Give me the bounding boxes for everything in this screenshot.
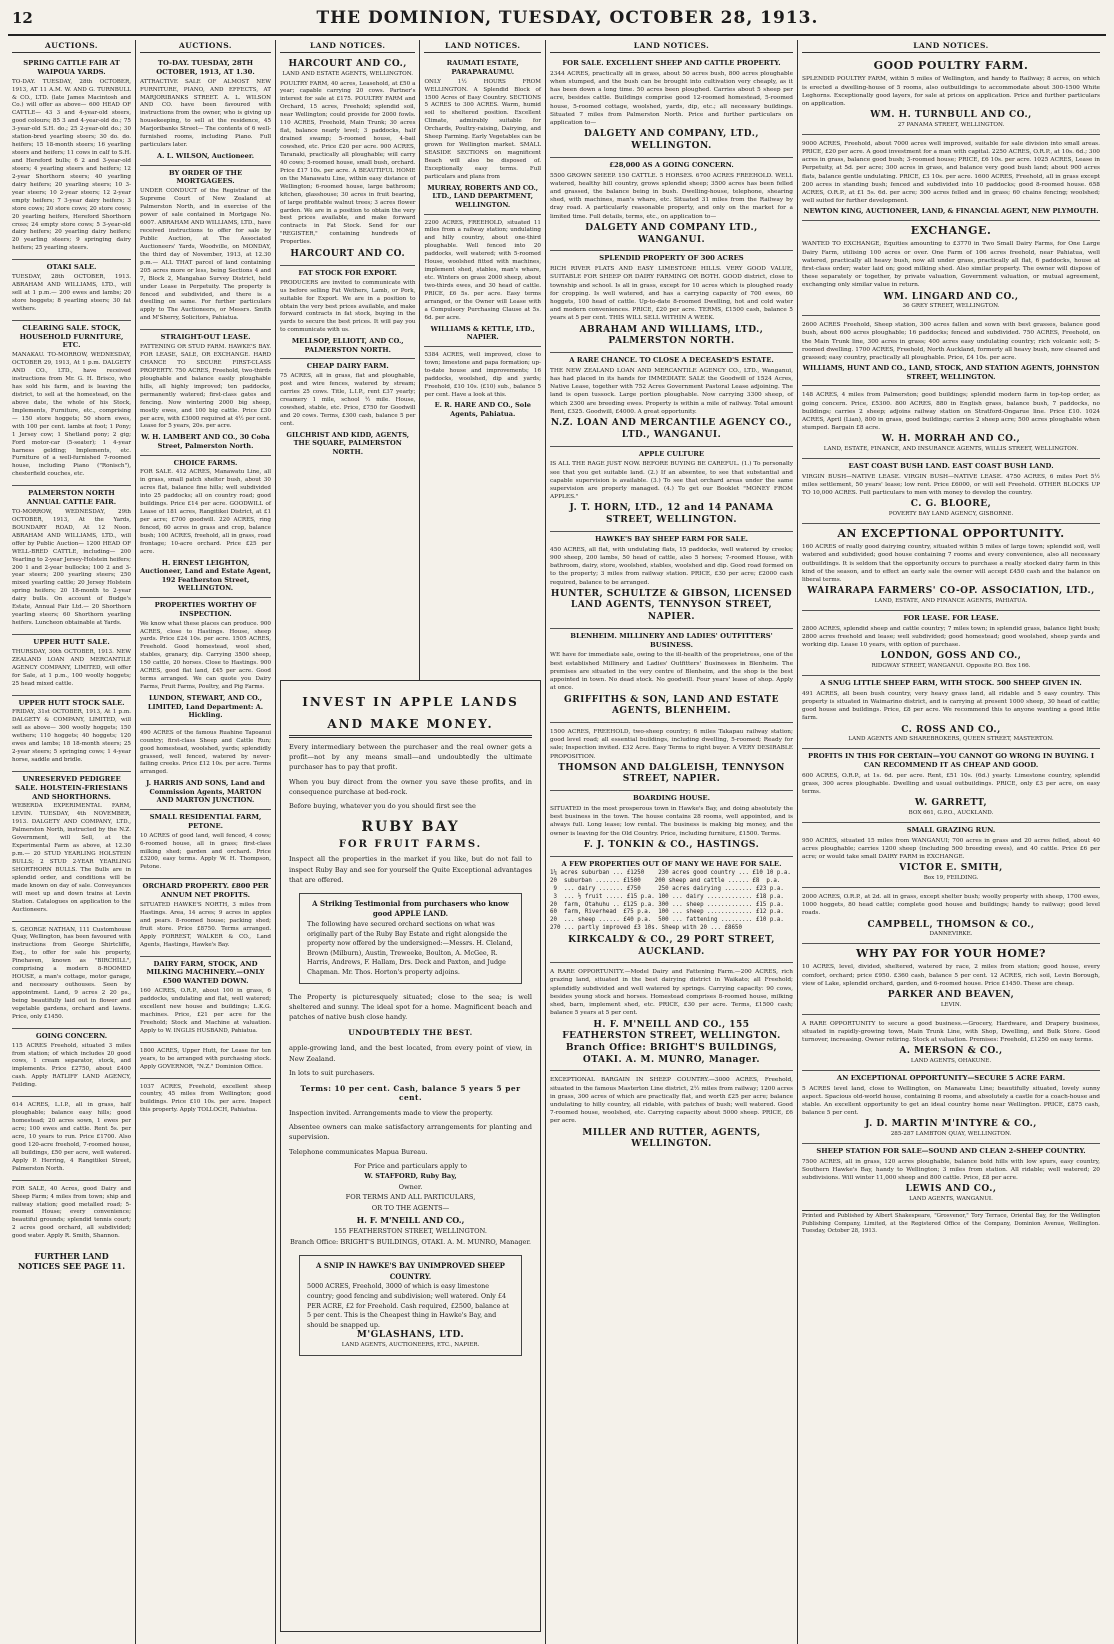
ad-heading: AN EXCEPTIONAL OPPORTUNITY—SECURE 5 ACRE FARM. <box>836 1073 1066 1082</box>
classified-ad <box>550 532 793 629</box>
ad-heading: CLEARING SALE. STOCK, HOUSEHOLD FURNITURE, ETC. <box>19 323 124 350</box>
ad-advertiser: THOMSON AND DALGLEISH, TENNYSON STREET, NAPIER. <box>558 762 785 785</box>
ad-body: 450 ACRES, all flat, with undulating flats, 15 paddocks, well watered by creeks; 900 sheep, 200 lambs, 50 head of cattle, also 5 horses; 7-roomed House, with bathroom, dairy, store, woolshed, stables, woolshed and dip. Good road formed on to the property; 3 miles from railway station. PRICE, £30 per acre; £2000 cash required, balance to be arranged. <box>550 546 793 586</box>
ad-heading: PROFITS IN THIS FOR CERTAIN—YOU CANNOT GO WRONG IN BUYING. I CAN RECOMMEND IT AS CHEAP AND GOOD. <box>807 752 1095 769</box>
classified-ad <box>140 725 271 810</box>
testimonial-box <box>299 893 522 984</box>
ad-body: VIRGIN BUSH—NATIVE LEASE. VIRGIN BUSH—NATIVE LEASE. 4750 ACRES, 6 miles Port 5½ miles settlement, 50 years' lease; low rent. Price £6000, or will sell Freehold. OTHER BLOCKS UP TO 10,000 ACRES. Full particulars to men with money to develop the country. <box>802 473 1100 497</box>
classified-ad <box>140 810 271 879</box>
ad-advertiser: WAIRARAPA FARMERS' CO-OP. ASSOCIATION, LTD., <box>807 586 1095 597</box>
classified-ad <box>140 56 271 166</box>
ad-heading: FOR LEASE. FOR LEASE. <box>903 613 999 622</box>
ad-body: FOR SALE. 412 ACRES, Manawatu Line, all in grass, small patch shelter bush, about 30 acres flat, balance fine hills; well subdivided into 25 paddocks; all on country road; good buildings. Price £14 per acre. GOODWILL of Lease of 181 acres, Rangitikei District, at £1 per acre; £700 goodwill. 220 ACRES, ring fenced, 60 acres in grass and crop, balance bush; 100 ACRES, freehold, all in grass, road frontage; 10-acre orchard. Price £25 per acre. <box>140 469 271 555</box>
classified-ad <box>140 1043 271 1079</box>
classified-ad <box>12 772 131 922</box>
ad-advertiser: GILCHRIST AND KIDD, AGENTS, THE SQUARE, PALMERSTON NORTH. <box>286 430 410 456</box>
ad-advertiser-sub: POVERTY BAY LAND AGENCY, GISBORNE. <box>888 511 1014 518</box>
ad-heading: TO-DAY. TUESDAY, 28TH OCTOBER, 1913, AT 1.30. <box>156 59 255 76</box>
classified-ad <box>12 321 131 486</box>
ad-heading: A SNUG LITTLE SHEEP FARM, WITH STOCK. 500 SHEEP GIVEN IN. <box>820 678 1082 687</box>
contact-block <box>289 1161 532 1248</box>
paragraph: Before buying, whatever you do you should first see the <box>289 802 476 811</box>
column-land-1 <box>276 40 420 680</box>
ad-heading: SPRING CATTLE FAIR AT WAIPOUA YARDS. <box>23 59 120 76</box>
ad-advertiser-sub: DANNEVIRKE. <box>929 931 973 938</box>
ad-heading: GOING CONCERN. <box>35 1031 108 1040</box>
snip-text: 5000 ACRES, Freehold, 3000 of which is easy limestone country; good fencing and subdivision; well watered. Only £4 PER ACRE, £2 for Freehold. Cash required, £2500, balance at 5 per cent. This is the Cheapest thing in Hawke's Bay, and should be snapped up. <box>307 1282 509 1329</box>
fruit-farms-heading: FOR FRUIT FARMS. <box>338 839 483 851</box>
classified-ad <box>550 857 793 964</box>
ad-heading: WHY PAY FOR YOUR HOME? <box>856 947 1046 961</box>
classified-ad <box>280 56 415 266</box>
ad-body: 2200 ACRES, FREEHOLD, situated 11 miles from a railway station; undulating and hilly country, about one-third ploughable. Well fenced into 20 paddocks, well watered; with 5-roomed House, woolshed fitted with machines, implement shed, stables, man's whare, etc. Winters on grass 2000 sheep, about two-thirds ewes, and 30 head of cattle. PRICE, £6 5s. per acre. Easy terms arranged, or the Owner will Lease with a Compulsory Purchasing Clause at 5s. 6d. per acre. <box>424 219 541 321</box>
classified-ad <box>802 944 1100 1014</box>
classified-ad <box>12 1181 131 1248</box>
classified-ad <box>424 347 541 423</box>
ad-heading: PROPERTIES WORTHY OF INSPECTION. <box>154 600 257 618</box>
ad-heading: DAIRY FARM, STOCK, AND MILKING MACHINERY.—ONLY £500 WANTED DOWN. <box>146 959 265 986</box>
ad-body: SITUATED HAWKE'S NORTH, 3 miles from Hastings. Area, 14 acres; 9 acres in apples and pears. 8-roomed house; packing shed; fruit store. Price £8750. Terms arranged. Apply FORREST, WALKER & CO., Land Agents, Hastings, Hawke's Bay. <box>140 902 271 948</box>
ad-list <box>550 56 793 1155</box>
ad-heading: BY ORDER OF THE MORTGAGEES. <box>168 168 243 186</box>
ad-body: POULTRY FARM, 40 acres, Leasehold, at £50 a year; capable carrying 20 cows. Partner's interest for sale at £175. POULTRY FARM and Orchard, 15 acres, Freehold; splendid soil, near Wellington; could provide for 2000 fowls. 110 ACRES, Freehold, Main Trunk; 30 acres flat, balance nearly level; 3 paddocks, half drained swamp; 5-roomed house, 4-bail cowshed, etc. Price £20 per acre. 900 ACRES, Taranaki, practically all ploughable; will carry 40 cows; 5-roomed house, small bush, orchard. Price £17 10s. per acre. A BEAUTIFUL HOME on the Manawatu Line, within easy distance of Wellington; 6-roomed house, large bathroom; kitchen, glasshouse; 30 acres in fruit bearing, of large profitable walnut trees; 3 acres flower garden. We are in a position to obtain the very best prices available, and make forward contracts in Fat Stock. Send for our "REGISTER," containing hundreds of Properties. <box>280 80 416 246</box>
ad-advertiser: WILLIAMS, HUNT AND CO., LAND, STOCK, AND STATION AGENTS, JOHNSTON STREET, WELLINGTON. <box>802 364 1100 381</box>
classified-ad <box>550 1071 793 1155</box>
ad-body: 5 ACRES level land, close to Wellington, on Manawatu Line; beautifully situated, lovely sunny aspect. Spacious old-world house, containing 8 rooms, and absolutely a castle for a coach-house and stable. An excellent opportunity to get an ideal country home near Wellington. PRICE, £875 cash, balance 5 per cent. <box>802 1085 1100 1117</box>
ad-heading: A RARE CHANCE. TO CLOSE A DECEASED'S ESTATE. <box>569 355 774 364</box>
column-land-2 <box>420 40 545 680</box>
snip-agent: M'GLASHANS, LTD. <box>356 1330 465 1341</box>
ad-heading: OTAKI SALE. <box>46 263 97 272</box>
see-page-note: FURTHER LAND NOTICES SEE PAGE 11. <box>17 1251 126 1272</box>
ad-advertiser: KIRKCALDY & CO., 29 PORT STREET, AUCKLAND. <box>568 934 775 957</box>
ad-list <box>280 56 415 460</box>
ad-list <box>140 56 271 1121</box>
ad-body: ATTRACTIVE SALE OF ALMOST NEW FURNITURE, PIANO, AND EFFECTS, AT MARJORIBANKS STREET. A. L. WILSON AND CO. have been favoured with instructions from the owner, who is giving up housekeeping, to sell at the residence, 45 Marjoribanks Street— The contents of 6 well-furnished rooms, including Piano. Full particulars later. <box>140 78 271 149</box>
ad-advertiser: HUNTER, SCHULTZE & GIBSON, LICENSED LAND AGENTS, TENNYSON STREET, NAPIER. <box>550 588 793 623</box>
ad-body: 1037 ACRES, Freehold, excellent sheep country, 45 miles from Wellington; good buildings. Price £10 10s. per acre. Inspect this property. Apply TOLLOCH, Pahiatua. <box>140 1083 271 1114</box>
classified-ad <box>140 957 271 1043</box>
column-heading: AUCTIONS. <box>140 40 271 53</box>
column-heading: LAND NOTICES. <box>802 40 1100 53</box>
contact-line: FOR TERMS AND ALL PARTICULARS, <box>345 1193 476 1202</box>
ad-advertiser: C. G. BLOORE, <box>910 499 992 510</box>
ad-advertiser-sub: RIDGWAY STREET, WANGANUI. Opposite P.O. Box 166. <box>871 663 1031 670</box>
classified-ad <box>802 676 1100 749</box>
ad-body: 1800 ACRES, Upper Hutt, for Lease for ten years, to be arranged with purchasing stock. Apply GOVERNOR, "N.Z." Dominion Office. <box>140 1047 271 1070</box>
classified-ad <box>802 888 1100 944</box>
ad-advertiser: WILLIAMS & KETTLE, LTD., NAPIER. <box>430 324 535 342</box>
ad-body: FOR SALE, 40 Acres, good Dairy and Sheep Farm; 4 miles from town; ship and railway station; good metalled road; 5-roomed House; every convenience; beautiful grounds; splendid tennis court; 2 acres good orchard, all subdivided; good water. Apply R. Smith, Shannon. <box>12 1185 131 1240</box>
column-heading: LAND NOTICES. <box>424 40 541 53</box>
ad-body: TO-DAY. TUESDAY, 28th OCTOBER, 1913, AT 11 A.M. W. AND G. TURNBULL & CO., LTD. (late James Macintosh and Co.) will offer as above— 600 HEAD OF CATTLE— 43 3 and 4-year-old steers, good colours; 85 3 and 4-year-old do.; 75 3-year-old S.H. do.; 25 2-year-old do.; 30 station-bred yearling steers; 30 do. do. heifers; 15 18-month steers; 16 yearling steers and heifers; 11 cows in calf to S.H. and Hereford bulls; 6 2 and 3-year-old steers; 4 yearling steers and heifers; 12 2-year Shorthorn steers; 40 yearling dairy heifers; 20 yearling steers; 10 3-year steers; 10 2-year steers; 12 2-year empty heifers; 7 3-year dairy heifers; 3 store cows; 20 store cows; 20 store cows; 20 yearling heifers, Hereford Shorthorn cross; 24 empty store cows; 5 3-year-old dairy heifers; 20 yearling dairy heifers; 20 yearling steers; 9 springing dairy heifers; 25 yearling steers. <box>12 78 131 252</box>
classified-ad <box>140 1079 271 1122</box>
classified-ad <box>140 166 271 331</box>
ad-body: TO-MORROW, WEDNESDAY, 29th OCTOBER, 1913, At the Yards, BOUNDARY ROAD, At 12 Noon. ABRAHAM AND WILLIAMS, LTD., will offer by Public Auction— 1200 HEAD OF WELL-BRED CATTLE, including— 200 Yearling to 2-year Jersey-Holstein heifers; 200 1 and 2-year bullocks; 100 2 and 3-year steers; 200 yearling steers; 250 mixed yearling cattle; 20 Jersey Holstein spring heifers; 20 18-month to 2-year dairy bulls. On account of Budge's Estate, Annual Fair Ltd.— 20 Shorthorn yearling steers; 60 Shorthorn yearling heifers. Luncheon obtainable at Yards. <box>12 508 131 627</box>
ad-body: 1500 ACRES, FREEHOLD, two-sheep country; 6 miles Takapau railway station; good level road; all essential buildings, including dwelling, 5-roomed; Ready for sale; Inspection invited. £32 Acre. Easy Terms to right buyer. A VERY DESIRABLE PROPOSITION. <box>550 728 793 760</box>
ad-body: EXCEPTIONAL BARGAIN IN SHEEP COUNTRY.—3000 ACRES, Freehold, situated in the famous Masterton Line district, 2½ miles from railway; 1200 acres in grass, 300 acres of which are practically flat, and worth £25 per acre; balance undulating to hilly country, all ridable, with patches of bush; well watered. Good 7-roomed house, woolshed, etc. Carrying capacity about 5000 sheep. PRICE, £6 per acre. <box>550 1077 793 1125</box>
ad-advertiser: GRIFFITHS & SON, LAND AND ESTATE AGENTS, BLENHEIM. <box>564 694 779 717</box>
ad-advertiser-sub: 285-287 LAMBTON QUAY, WELLINGTON. <box>890 1131 1012 1138</box>
classified-ad <box>140 330 271 455</box>
ad-body: 5500 GROWN SHEEP. 150 CATTLE. 5 HORSES. 6700 ACRES FREEHOLD. WELL watered, healthy hill country, grows splendid sheep; 3500 acres has been felled and grassed, the balance being in bush. Dwelling-house, telephone, shearing shed, with machines, man's whare, etc. Situated 31 miles from the Railway by dray road. A particularly reasonable property, and only on the market for a limited time. Full details, terms, etc., on application to— <box>550 172 793 220</box>
terms-line: Terms: 10 per cent. Cash, balance 5 years 5 per cent. <box>300 1083 521 1102</box>
classified-ad <box>12 922 131 1029</box>
contact-line: For Price and particulars apply to <box>354 1161 467 1170</box>
classified-ad <box>550 723 793 791</box>
testimonial-text: The following have secured orchard sections on what was originally part of the Ruby Bay Estate and right alongside the property now offered by the undersigned:—Messrs. H. Cleland, Brown (Milburn), Austin, Treweeke, Boulton, A. McGee, R. Harris, Andrews, F. Hallam, Drs. Deck and Paxton, and Judge Chapman. Mr. Thos. Horton's property adjoins. <box>307 919 513 977</box>
ad-advertiser: N.Z. LOAN AND MERCANTILE AGENCY CO., LTD., WANGANUI. <box>550 418 793 440</box>
column-land-3 <box>546 40 798 1644</box>
column-pair-3-4 <box>276 40 546 1644</box>
classified-ad <box>802 1144 1100 1208</box>
ad-body: IS ALL THE RAGE JUST NOW. BEFORE BUYING BE CAREFUL. (1.) To personally see that you get suitable land. (2.) If an absentee, to see that substantial and capable supervision is available. (3.) To see that orchard areas under the same supervision are properly managed. (4.) To get our Booklet "MONEY FROM APPLES." <box>550 461 793 501</box>
classified-ad <box>802 823 1100 888</box>
ad-advertiser: LONDON, GOSS AND CO., <box>880 651 1022 662</box>
classified-ad <box>12 486 131 635</box>
ad-body: 10 ACRES, level, divided, sheltered, watered by race, 2 miles from station; good house, every comfort, orchard; price £950. £360 cash, balance 5 per cent. 12 ACRES, rich soil, Levin Borough, view of Lake, splendid orchard, garden, and 6-roomed house. Price £1450. These are cheap. <box>802 964 1100 987</box>
ad-body: 148 ACRES, 4 miles from Palmerston; good buildings; splendid modern farm in top-top order, as going concern. Price, £5300. 800 ACRES, 880 in English grass, balance bush, 7 paddocks, no buildings; carries 2 sheep; adjoins railway station on Stratford-Ongarue line. Price £10. 1024 ACRES, April (Lian), 800 in grass, good buildings; carries 2 sheep acre; 500 acres ploughable when stumped. Bargain £8 acre. <box>802 392 1100 432</box>
ad-advertiser: W. GARRETT, <box>914 798 988 809</box>
ad-body: MANAKAU. TO-MORROW, WEDNESDAY, OCTOBER 29, 1913, At 1 p.m. DALGETY AND CO., LTD., have received instructions from Mr. G. H. Brisco, who has sold his farm, and is leaving the district, to sell at the homestead, on the above date, the whole of his Stock, Implements, Furniture, etc., comprising— 150 store hoggets; 50 shorn ewes, with 100 per cent. lambs at foot; 1 Pony; 1 Jersey cow; 1 Shetland pony; 2 gig; Ford motor-car (5-seater); 1 4-year harness gelding; Implements, etc. Furniture of a well-furnished 7-roomed house, including Piano ("Ronisch"), chesterfield couches, etc. <box>12 352 131 478</box>
column-heading: LAND NOTICES. <box>280 40 415 53</box>
columns <box>8 40 1106 1644</box>
ad-advertiser: A. L. WILSON, Auctioneer. <box>157 152 254 161</box>
classified-ad <box>12 260 131 321</box>
ad-advertiser: W. H. LAMBERT AND CO., 30 Coba Street, Palmerston North. <box>141 433 270 450</box>
ad-advertiser: C. ROSS AND CO., <box>901 724 1001 735</box>
ad-body: 2600 ACRES Freehold, Sheep station, 300 acres fallen and sown with best grasses, balance good bush, about 600 acres ploughable; 16 paddocks; fenced and subdivided. 750 ACRES, Freehold, on the Main Trunk line, 300 acres in grass; 400 acres easy undulating country; rich volcanic soil; 5-roomed dwelling. 1700 ACRES, Freehold, North Auckland, formerly all heavy bush, now cleared and grassed; easy country, practically all ploughable. Price, £4 10s. per acre. <box>802 322 1100 361</box>
ad-body: TUESDAY, 28th OCTOBER, 1913. ABRAHAM AND WILLIAMS, LTD., will sell at 1 p.m.— 200 ewes and lambs; 20 store hoggets; 8 yearling steers; 30 fat wethers. <box>12 274 131 312</box>
ad-body: FATTENING OR STUD FARM. HAWKE'S BAY. FOR LEASE, SALE, OR EXCHANGE. HARD CHANCE TO SECURE FIRST-CLASS PROPERTY. 750 ACRES, Freehold, two-thirds ploughable and balance easily ploughable hills, all highly improved; ten paddocks, permanently watered; first-class gates and fencing. Now wintering 2000 big sheep, mostly ewes, and 100 big cattle. Price £30 per acre, with £3000 required at 4½ per cent. Lease for 5 years, 20s. per acre. <box>140 344 271 430</box>
ad-heading: PALMERSTON NORTH ANNUAL CATTLE FAIR. <box>26 489 117 507</box>
ad-body: SPLENDID POULTRY FARM, within 5 miles of Wellington, and handy to Railway; 8 acres, on which is erected a dwelling-house of 5 rooms, also outbuildings to accommodate about 300-1500 White Leghorns. Exceptionally good layers, for sale at prices on application. Price and further particulars on application. <box>802 76 1100 107</box>
classified-ad <box>12 56 131 260</box>
ad-heading: BOARDING HOUSE. <box>633 794 710 803</box>
ad-heading: UPPER HUTT STOCK SALE. <box>18 698 125 707</box>
ad-heading: A FEW PROPERTIES OUT OF MANY WE HAVE FOR SALE. <box>561 859 782 868</box>
classified-ad <box>140 456 271 598</box>
ad-advertiser: J. T. HORN, LTD., 12 and 14 PANAMA STREET, WELLINGTON. <box>569 503 774 526</box>
contact-line: Owner. <box>398 1182 423 1191</box>
paragraph: When you buy direct from the owner you save these profits, and in consequence purchase at bed-rock. <box>289 777 532 796</box>
ad-heading: UNRESERVED PEDIGREE SALE. HOLSTEIN-FRIESIANS AND SHORTHORNS. <box>15 774 128 801</box>
ad-heading: SHEEP STATION FOR SALE—SOUND AND CLEAN 2-SHEEP COUNTRY. <box>816 1146 1086 1155</box>
ad-list <box>802 56 1100 1208</box>
ad-advertiser: W. H. MORRAH AND CO., <box>881 434 1021 445</box>
classified-ad <box>12 635 131 696</box>
ad-body: SITUATED in the most prosperous town in Hawke's Bay, and doing absolutely the best business in the town. The house contains 28 rooms, well appointed, and is always full. Long lease; low rental. The business is making big money, and the owner is leaving for the Old Country. Price, including furniture, £1500. Terms. <box>550 805 793 837</box>
ad-body: THURSDAY, 30th OCTOBER, 1913. NEW ZEALAND LOAN AND MERCANTILE AGENCY COMPANY, LIMITED, will offer for Sale, at 1 p.m., 100 woolly hoggets; 25 head mixed cattle. <box>12 648 131 687</box>
ad-body: S. GEORGE NATHAN, 111 Customhouse Quay, Wellington, has been favoured with instructions from George Shirtcliffe, Esq., to offer for sale his property, Pinehaven, known as "BIRCHILL", comprising a modern 8-ROOMED HOUSE, a man's cottage, motor garage, and necessary outhouses. Seen by appointment. Land, 9 acres 2 20 ps., being beautifully laid out in flower and vegetable gardens, orchard and lawns. Price, only £1450. <box>12 926 131 1020</box>
classified-ad <box>280 359 415 460</box>
ad-body: 160 ACRES, O.R.P., about 100 in grass, 6 paddocks, undulating and flat, well watered; excellent new house and buildings; L.K.G. machines. Price, £21 per acre for the Freehold; Stock and Machine at valuation. Apply to W. INGLIS HUSBAND, Pahiatua. <box>140 988 271 1034</box>
classified-ad <box>550 353 793 447</box>
column-heading: LAND NOTICES. <box>550 40 793 53</box>
ad-heading: £28,000 AS A GOING CONCERN. <box>609 160 734 169</box>
classified-ad <box>12 1097 131 1180</box>
ad-advertiser: F. J. TONKIN & CO., HASTINGS. <box>583 839 760 850</box>
classified-ad <box>802 316 1100 386</box>
ad-heading: RAUMATI ESTATE, PARAPARAUMU. <box>446 59 519 76</box>
ad-advertiser-top: HARCOURT AND CO., <box>288 59 407 69</box>
ad-body: We know what these places can produce. 900 ACRES, close to Hastings. House, sheep yards. Price £24 10s. per acre. 1505 ACRES, Freehold. Good homestead, wool shed, stables, granary, dip. Carrying 3500 sheep, 150 cattle, 20 horses. Close to Hastings. 900 ACRES, good flat land, £45 per acre. Good terms arranged. We can quote you Dairy Farms, Fruit Farms, Poultry, and Pig Farms. <box>140 620 271 691</box>
ad-body: WANTED TO EXCHANGE, Equities amounting to £3770 in Two Small Dairy Farms, for One Large Dairy Farm, utilising 100 acres or over. One Farm of 106 acres freehold, near Pahiatua, well watered, practically all heavy bush, now all under grass, practically all flat, 6 paddocks, house at first-class order; water laid on; good milking shed. Also similar property. The owner will dispose of these separately or together, by private valuation, Government valuation, or mutual agreement, exchanging only similar value in return. <box>802 241 1100 289</box>
contact-owner: W. STAFFORD, Ruby Bay, <box>364 1172 457 1181</box>
page-number: 12 <box>12 9 33 27</box>
ad-body: 10 ACRES of good land, well fenced, 4 cows; 6-roomed house, all in grass; first-class milking shed; garden and orchard. Price £3200, easy terms. Apply W. H. Thompson, Petone. <box>140 832 271 871</box>
ad-heading: CHOICE FARMS. <box>173 458 238 467</box>
ad-advertiser: DALGETY AND COMPANY, LTD., WELLINGTON. <box>584 129 759 152</box>
contact-agent: H. F. M'NEILL AND CO., <box>356 1214 465 1225</box>
ad-advertiser: DALGETY AND COMPANY LTD., WANGANUI. <box>585 222 758 245</box>
ad-advertiser-sub: LEVIN. <box>940 1001 962 1008</box>
ad-body: UNDER CONDUCT of the Registrar of the Supreme Court of New Zealand at Palmerston North, and in exercise of the power of sale contained in Mortgage No. 6007. ABRAHAM AND WILLIAMS, LTD., have received instructions to offer for sale by Public Auction, at The Associated Auctioneers' Yards, Woodville, on MONDAY, the third day of November, 1913, at 12.30 p.m.— ALL THAT parcel of land containing 205 acres more or less, being Sections 4 and 7, Block 2, Mangahao Survey District, held under Lease in Perpetuity. The property is fenced and subdivided, and there is a dwelling on same. For further particulars apply to The Auctioneers, or Messrs. Smith and M'Sherry, Solicitors, Pahiatua. <box>140 188 271 322</box>
ad-heading: APPLE CULTURE <box>638 449 705 458</box>
ad-heading: FOR SALE. EXCELLENT SHEEP AND CATTLE PROPERTY. <box>562 59 781 67</box>
ad-heading: GOOD POULTRY FARM. <box>873 59 1029 72</box>
ad-advertiser-sub: LAND, ESTATE, AND FINANCE AGENTS, PAHIATUA. <box>874 598 1028 605</box>
classified-ad <box>802 1015 1100 1071</box>
classified-ad <box>550 791 793 856</box>
ad-advertiser-sub: BOX 661, G.P.O., AUCKLAND. <box>908 810 994 817</box>
ad-heading: FAT STOCK FOR EXPORT. <box>298 268 398 277</box>
ad-advertiser-sub: 36 GREY STREET, WELLINGTON. <box>902 303 1000 310</box>
ad-advertiser: WM. LINGARD AND CO., <box>883 291 1019 302</box>
ad-body: ONLY 1½ HOURS FROM WELLINGTON. A Splendid Block of 1500 Acres of Easy Country. SECTIONS 5 ACRES to 300 ACRES. Warm, humid soil to sheltered position. Excellent Climate, admirably suitable for Orchards, Poultry-raising, Dairying, and Sheep Farming. Early Vegetables can be grown for Wellington market. SMALL SEASIDE SECTIONS on magnificent Beach will also be disposed of. Exceptionally easy terms. Full particulars and plans from <box>424 78 541 180</box>
snip-ad-box <box>299 1255 522 1356</box>
column-auctions-2 <box>136 40 276 1644</box>
ad-body: 950 ACRES, situated 15 miles from WANGANUI; 700 acres in grass and 20 acres felled, about 40 acres ploughable; carries 1200 sheep (including 500 breeding ewes), and 40 cattle. Price £6 per acre; or would take small DAIRY FARM in EXCHANGE. <box>802 837 1100 861</box>
ad-heading: EXCHANGE. <box>910 224 992 237</box>
ad-body: 600 ACRES, O.R.P., at 1s. 6d. per acre. Rent, £51 10s. (6d.) yearly. Limestone country, splendid grass, 300 acres ploughable. Dwelling and usual outbuildings. PRICE, only £3 per acre, on easy terms. <box>802 772 1100 796</box>
ad-advertiser: WM. H. TURNBULL AND CO., <box>870 110 1032 121</box>
ad-advertiser: MILLER AND RUTTER, AGENTS, WELLINGTON. <box>582 1127 761 1150</box>
ad-advertiser: HARCOURT AND CO. <box>290 249 406 260</box>
ad-body: 490 ACRES of the famous Ruahine Tapoanui country; first-class Sheep and Cattle Run; good homestead, woolshed, yards; splendidly grassed, well fenced, watered by never-failing creeks. Price £12 10s. per acre. Terms arranged. <box>140 729 271 776</box>
contact-line: Branch Office: BRIGHT'S BUILDINGS, OTAKI. A. M. MUNRO, Manager. <box>290 1237 531 1246</box>
paragraph: Telephone communicates Mapua Bureau. <box>289 1147 428 1156</box>
newspaper-title: THE DOMINION, TUESDAY, OCTOBER 28, 1913. <box>316 8 819 28</box>
paragraph: Every intermediary between the purchaser and the real owner gets a profit—not by any means small—and undoubtedly the ultimate purchaser has to pay that profit. <box>289 743 532 772</box>
classified-ad <box>802 386 1100 459</box>
ad-advertiser: NEWTON KING, AUCTIONEER, LAND, & FINANCIAL AGENT, NEW PLYMOUTH. <box>803 207 1099 216</box>
ad-advertiser: LUNDON, STEWART, AND CO., LIMITED, Land Department: A. Hickling. <box>147 694 264 720</box>
ad-list <box>12 56 131 1247</box>
ad-heading: SPLENDID PROPERTY OF 300 ACRES <box>599 254 744 263</box>
classified-ad <box>550 251 793 353</box>
paragraph: The Property is picturesquely situated; close to the sea; is well sheltered and sunny. The ideal spot for a home. Magnificent beach and patches of native bush close handy. <box>289 992 532 1022</box>
snip-agent-sub: LAND AGENTS, AUCTIONEERS, ETC., NAPIER. <box>341 1342 480 1349</box>
ad-advertiser: LEWIS AND CO., <box>905 1184 997 1195</box>
ad-advertiser: H. ERNEST LEIGHTON, Auctioneer, Land and Estate Agent, 192 Featherston Street, WELLINGTON. <box>140 558 271 593</box>
classified-ad <box>802 459 1100 524</box>
ad-advertiser: PARKER AND BEAVEN, <box>887 990 1015 1001</box>
ad-body: THE NEW ZEALAND LOAN AND MERCANTILE AGENCY CO., LTD., Wanganui, has had placed in its hands for IMMEDIATE SALE the Goodwill of 1524 Acres, Native Lease, together with 752 Acres Government Pastoral Lease adjoining. The land is open tussock. Large portion ploughable. Now carrying 3300 sheep, of which 2300 are breeding ewes. Property is within a mile of railway. Total amount Rent, £325. Goodwill, £4000. A great opportunity. <box>550 367 793 415</box>
top-columns <box>276 40 545 680</box>
classified-ad <box>550 158 793 252</box>
ad-advertiser: J. HARRIS AND SONS, Land and Commission Agents, MARTON AND MARTON JUNCTION. <box>146 779 265 805</box>
column-land-4 <box>798 40 1104 1644</box>
ad-body: 115 ACRES Freehold, situated 3 miles from station; of which includes 20 good cows, 1 cream separator, stock, and implements. Price £2750, about £400 cash. Apply RATLIFF LAND AGENCY, Feilding. <box>12 1042 131 1089</box>
classified-ad <box>802 749 1100 823</box>
classified-ad <box>802 1071 1100 1144</box>
contact-line: 155 FEATHERSTON STREET, WELLINGTON. <box>334 1227 487 1236</box>
classified-ad <box>550 629 793 723</box>
ad-advertiser-sub: Box 19, FEILDING. <box>923 875 979 882</box>
classified-ad <box>424 56 541 215</box>
paragraph: Inspection invited. Arrangements made to view the property. <box>289 1108 493 1117</box>
ad-heading: AN EXCEPTIONAL OPPORTUNITY. <box>837 526 1065 540</box>
ad-heading: HAWKE'S BAY SHEEP FARM FOR SALE. <box>594 534 748 543</box>
ad-body: 5384 ACRES, well improved, close to town; limestone and papa formation; up-to-date house and improvements; 16 paddocks, woolshed, dip and yards; Freehold, £10 10s. (£10) sub., balance 5 per cent. Have a look at this. <box>424 351 541 398</box>
classified-ad <box>802 524 1100 611</box>
ad-advertiser: VICTOR E. SMITH, <box>899 863 1003 874</box>
ad-body: WE have for immediate sale, owing to the ill-health of the proprietress, one of the best established Millinery and Ladies' Outfitters' Businesses in Blenheim. The premises are situated in the very centre of Blenheim, and the shop is the best appointed in town. No dead stock. No goodwill. Four years' lease of shop. Apply at once. <box>550 652 793 692</box>
ad-body: 75 ACRES, all in grass, flat and ploughable, post and wire fences, watered by stream; carries 25 cows. Title, L.I.P., rent £37 yearly; creamery 1 mile, school ½ mile. House, cowshed, stable, etc. Price, £750 for Goodwill and 20 cows. Terms, £300 cash, balance 5 per cent. <box>280 373 416 427</box>
classified-ad <box>802 56 1100 135</box>
ad-body: RICH RIVER FLATS AND EASY LIMESTONE HILLS. VERY GOOD VALUE, SUITABLE FOR SHEEP OR DAIRY FARMING OR BOTH. GOOD district, close to township and school. Is all in grass, except for 10 acres which is ploughed ready for cropping. Is well watered, and has a carrying capacity of 700 ewes, 60 hoggets, 100 head of cattle. Up-to-date 8-roomed Dwelling, hot and cold water and modern conveniences. PRICE, £20 per acre. TERMS, £1500 cash, balance 5 years at 5 per cent. THIS WILL SELL WITHIN A WEEK. <box>550 266 793 322</box>
ad-list <box>424 56 541 423</box>
classified-ad <box>802 611 1100 676</box>
ad-heading: UPPER HUTT SALE. <box>33 638 110 646</box>
masthead <box>8 6 1106 36</box>
ad-advertiser-sub: 27 PANAMA STREET, WELLINGTON. <box>897 121 1005 128</box>
column-auctions-1 <box>8 40 136 1644</box>
classified-ad <box>550 56 793 158</box>
ruby-bay-heading: RUBY BAY <box>361 819 460 836</box>
classified-ad <box>550 963 793 1071</box>
testimonial-heading: A Striking Testimonial from purchasers who know good APPLE LAND. <box>312 898 509 919</box>
ad-body: 9000 ACRES, Freehold, about 7000 acres well improved, suitable for sale division into small areas. PRICE, £20 per acre. A good investment for a man with capital. 2250 ACRES, O.R.P., at 10s. 6d.; 300 acres in grass, balance good bush; 3-roomed house; PRICE, £6 10s. per acre. 1025 ACRES, Lease in Perpetuity, at 5d. per acre; 300 acres in grass, and balance very good bush land; about 900 acres flats, balance gentle undulating. PRICE, £3 10s. per acre. 1600 ACRES, Freehold, all in grass except 200 acres in standing bush; fenced and subdivided into 10 paddocks; good 8-roomed house. 658 ACRES, O.R.P., at £1 5s. 6d. per acre; 300 acres felled and in grass; 60 chains fencing; woolshed; well suited for further development. <box>802 140 1100 205</box>
ad-heading: EAST COAST BUSH LAND. EAST COAST BUSH LAND. <box>848 461 1054 470</box>
ad-heading: CHEAP DAIRY FARM. <box>306 362 389 371</box>
paragraph: Inspect all the properties in the market if you like, but do not fail to inspect Ruby Bay and see for yourself the Quite Exceptional advantages that are offered. <box>289 855 532 884</box>
ad-body: PRODUCERS are invited to communicate with us before selling Fat Wethers, Lamb, or Pork, suitable for Export. We are in a position to obtain the very best prices available, and make forward contracts in fat stock, buying in the yards to secure the best prices. It will pay you to communicate with us. <box>280 279 416 334</box>
ad-heading: BLENHEIM. MILLINERY AND LADIES' OUTFITTERS' BUSINESS. <box>570 631 773 649</box>
ad-heading: SMALL GRAZING RUN. <box>906 825 996 834</box>
ad-body: 160 ACRES of really good dairying country, situated within 5 miles of large town; splendid soil, well watered and subdivided; good house containing 7 rooms and every convenience, also all necessary outbuildings. It is seldom that the opportunity occurs to purchase a really stocked dairy farm in this kind of the season, and to effect an early sale the owner will accept £450 cash and the balance on liberal terms. <box>802 544 1100 584</box>
ad-body: A RARE OPPORTUNITY.—Model Dairy and Fattening Farm.—200 ACRES, rich grazing land, situated in the best dairying district in Waikato; all Freehold; splendidly subdivided and well watered by springs. Carrying capacity: 90 cows, besides young stock and horses. Homestead comprises 8-roomed house, milking shed, barn, implement shed, etc. PRICE, £30 per acre. Terms, £1500 cash; balance 5 years at 5 per cent. <box>550 969 793 1017</box>
ad-body: 7500 ACRES, all in grass, 120 acres ploughable, balance bold hills with low spurs, easy country, Southern Hawke's Bay, handy to Wellington; 3 miles from station. All ridable; well watered; 20 subdivisions. Will winter 11,000 sheep and 800 cattle. Price, £8 per acre. <box>802 1158 1100 1182</box>
ad-body: 614 ACRES, L.I.P., all in grass, half ploughable; balance easy hills; good homestead; 20 acres sown, 1 ewes per acre; 100 ewes and cattle. Rent 5s. per acre, 10 years to run. Price £1700. Also good 120-acre freehold, 7-roomed house, all buildings, £50 per acre, well watered. Apply P. Herring, 4 Rangitikei Street, Palmerston North. <box>12 1102 131 1172</box>
ad-advertiser: ABRAHAM AND WILLIAMS, LTD., PALMERSTON NORTH. <box>579 324 764 347</box>
ad-advertiser: A. MERSON & CO., <box>899 1046 1003 1057</box>
snip-heading: A SNIP IN HAWKE'S BAY UNIMPROVED SHEEP COUNTRY. <box>316 1261 505 1281</box>
ad-heading: ORCHARD PROPERTY. £800 PER ANNUM NET PROFITS. <box>142 882 269 900</box>
divider <box>289 735 532 738</box>
ad-advertiser: MURRAY, ROBERTS AND CO., LTD., LAND DEPARTMENT, WELLINGTON. <box>427 183 539 209</box>
classified-ad <box>12 696 131 772</box>
ad-headline-2: AND MAKE MONEY. <box>327 717 494 731</box>
classified-ad <box>550 447 793 532</box>
ad-body: 491 ACRES, all been bush country, very heavy grass land, all ridable and 5 easy country. This property is situated in Waimarino district, and is carrying at present 1000 sheep, 30 head of cattle; good house and buildings. Price, £8 per acre. We recommend this to anyone wanting a good little farm. <box>802 690 1100 722</box>
column-heading: AUCTIONS. <box>12 40 131 53</box>
ad-advertiser-sub-top: LAND AND ESTATE AGENTS, WELLINGTON. <box>282 70 414 77</box>
ad-table: 1¼ acres suburban ... £1250 230 acres good country ... £10 10 p.a. 20 suburban ....... £1500 200 sheep and cattle ...... £8 p.a. 9 ... dairy ....... £750 250 acres dairying ........ £23 p.a. 3 ... ½ fruit ..... £15 p.a. 100 ... dairy ............. £18 p.a. 20 farm, Otahuhu .. £125 p.a. 300 ... sheep ............. £15 p.a. 60 farm, Riverhead £75 p.a. 100 ... sheep ............. £12 p.a. 20 ... sheep ...... £40 p.a. 500 ... fattening ......... £10 p.a. 270 ... partly improved £3 10s. Sheep with 20 ... £8650 <box>550 870 791 932</box>
paragraph: Absentee owners can make satisfactory arrangements for planting and supervision. <box>289 1123 532 1142</box>
ad-advertiser: H. F. M'NEILL AND CO., 155 FEATHERSTON STREET, WELLINGTON. Branch Office: BRIGHT'S BUILDINGS, OTAKI. A. M. MUNRO, Manager. <box>562 1019 781 1065</box>
best-heading: UNDOUBTEDLY THE BEST. <box>348 1028 473 1038</box>
ad-heading: STRAIGHT-OUT LEASE. <box>160 333 251 342</box>
ad-body: 2344 ACRES, practically all in grass, about 50 acres bush, 800 acres ploughable when stumped, and the bush can be brought into cultivation very cheaply, as it has been down a long time. 50 acres been ploughed. Carries about 5 sheep per acre, besides cattle. Buildings comprise good 12-roomed homestead, 5-roomed house, 5-roomed cottage, woolshed, yards, dip, etc.; all necessary buildings. Situated 7 miles from Palmerston North. Price and further particulars on application to— <box>550 70 793 127</box>
ad-body: 2800 ACRES, splendid sheep and cattle country; 7 miles town; in splendid grass, balance light bush; 2800 acres freehold and lease; well subdivided; good homestead; good woolshed, sheep yards and working dip. Lease 10 years, with option of purchase. <box>802 625 1100 649</box>
contact-line: OR TO THE AGENTS— <box>371 1204 450 1212</box>
ad-headline: INVEST IN APPLE LANDS <box>302 695 519 709</box>
classified-ad <box>12 1029 131 1097</box>
ad-advertiser: MELLSOP, ELLIOTT, AND CO., PALMERSTON NORTH. <box>291 337 404 354</box>
classified-ad <box>280 266 415 360</box>
classified-ad <box>140 598 271 725</box>
ad-advertiser-sub: LAND AGENTS AND SHAREBROKERS, QUEEN STREET, MASTERTON. <box>848 736 1054 743</box>
classified-ad <box>802 221 1100 316</box>
imprint: Printed and Published by Albert Shakespeare, "Grosvenor," Tory Terrace, Oriental Bay, for the Wellington Publishing Company, Limited, at the Registered Office of the Company, Dominion Avenue, Wellington. Tuesday, October 28, 1913. <box>802 1210 1100 1236</box>
classified-ad <box>140 879 271 956</box>
ad-body: A RARE OPPORTUNITY to secure a good business.—Grocery, Hardware, and Drapery business, situated in rapidly-growing town, Main Trunk Line, with Shop, Dwelling, and Bulk Store. Good turnover, increasing. Owner retiring. Stock at valuation. Premises: Freehold, £1250 on easy terms. <box>802 1020 1100 1043</box>
ad-advertiser-sub: LAND AGENTS, OHAKUNE. <box>910 1057 992 1064</box>
ad-body: 2000 ACRES, O.R.P., at 2d. all in grass, except shelter bush; woolly property with sheep, 1700 ewes, 1000 hoggets, 80 head cattle; complete good house and buildings; handy to railway; good level roads. <box>802 893 1100 917</box>
classified-ad <box>424 215 541 347</box>
ad-advertiser: E. R. HARE AND CO., Sole Agents, Pahiatua. <box>434 401 531 419</box>
paragraph: In lots to suit purchasers. <box>289 1068 375 1077</box>
ad-body: FRIDAY, 31st OCTOBER, 1913, At 1 p.m. DALGETY & COMPANY, LIMITED, will sell as above— 300 woolly hoggets; 150 wethers; 110 hoggets; 40 hoggets; 120 ewes and lambs; 18 18-month steers; 25 2-year steers; 5 springing cows; 1 4-year horse, saddle and bridle. <box>12 709 131 763</box>
ruby-bay-display-ad <box>280 680 541 1632</box>
ad-advertiser: J. D. MARTIN M'INTYRE & CO., <box>865 1119 1037 1130</box>
ad-advertiser-sub: LAND AGENTS, WANGANUI. <box>909 1196 993 1203</box>
classified-ad <box>802 135 1100 221</box>
ad-heading: SMALL RESIDENTIAL FARM, PETONE. <box>149 813 262 830</box>
ad-advertiser-sub: LAND, ESTATE, FINANCE, AND INSURANCE AGENTS, WILLIS STREET, WELLINGTON. <box>823 446 1079 453</box>
ad-advertiser: CAMPBELL, THOMSON & CO., <box>867 919 1035 930</box>
ad-body: WEBERDA EXPERIMENTAL FARM, LEVIN. TUESDAY, 4th NOVEMBER, 1913. DALGETY AND COMPANY, LTD., Palmerston North, instructed by the N.Z. Government, will Sell, at the Experimental Farm as above, at 12.30 p.m.— 20 STUD YEARLING HOLSTEIN BULLS; 2 STUD 2-YEAR YEARLING SHORTHORN BULLS. The Bulls are in splendid order, and conditions will be made known on day of sale. Conveyances will meet up and down trains at Levin Station. Catalogues on application to the Auctioneers. <box>12 803 131 913</box>
paragraph: apple-growing land, and the best located, from every point of view, in New Zealand. <box>289 1044 532 1063</box>
